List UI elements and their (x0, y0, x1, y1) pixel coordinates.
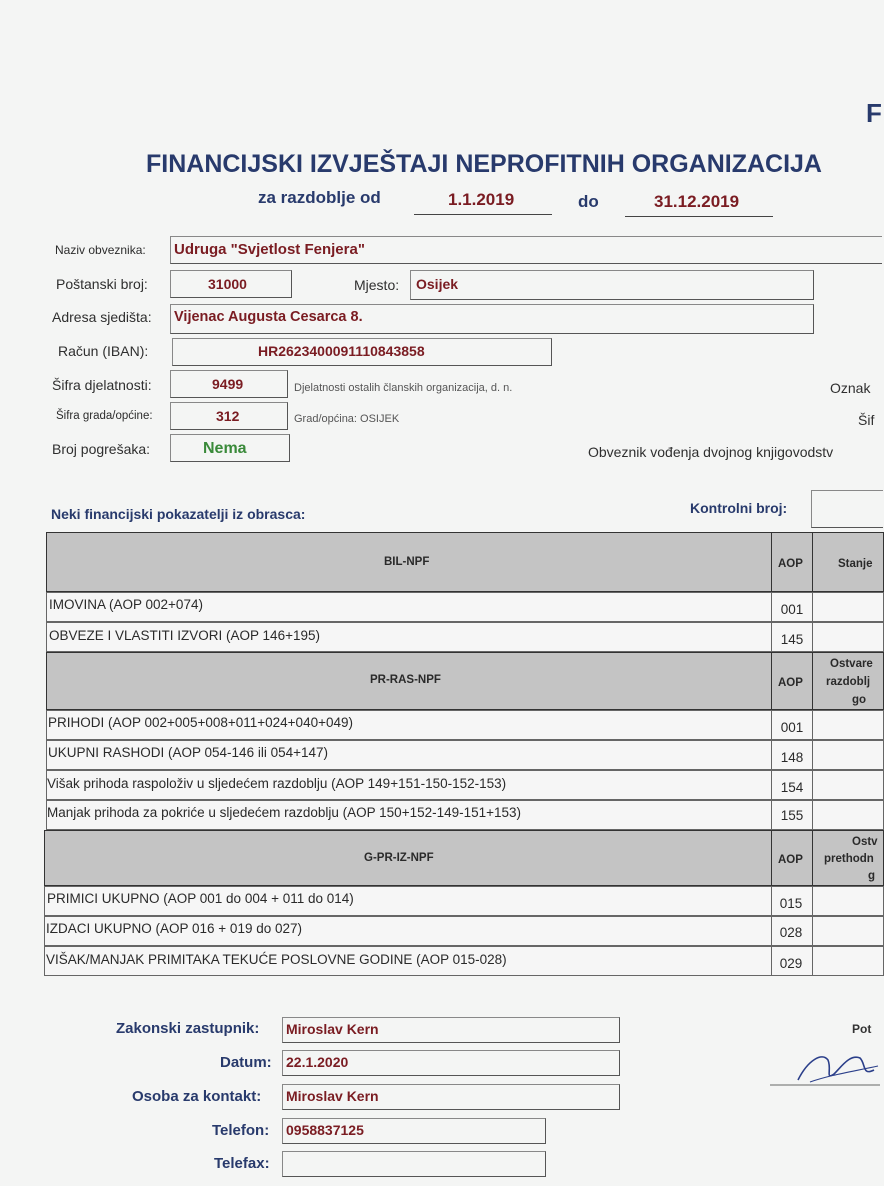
date-label: Datum: (220, 1054, 272, 1071)
value-cell (812, 592, 884, 622)
value-header-line2: razdoblj (826, 676, 871, 688)
aop-code: 148 (780, 750, 804, 765)
period-to-label: do (578, 192, 599, 211)
indicators-heading: Neki financijski pokazatelji iz obrasca: (51, 506, 306, 522)
date-value: 22.1.2020 (286, 1054, 349, 1070)
aop-code: 145 (780, 632, 804, 647)
right-sif-label: Šif (858, 412, 875, 428)
corner-letter: F (866, 98, 882, 128)
value-header-line3: g (868, 870, 876, 882)
aop-code: 001 (780, 720, 804, 735)
aop-code: 028 (779, 925, 803, 940)
row-label: PRIHODI (AOP 002+005+008+011+024+040+049) (48, 715, 353, 730)
address-label: Adresa sjedišta: (52, 309, 152, 325)
value-header-label: Stanje (838, 558, 873, 570)
activity-label: Šifra djelatnosti: (52, 377, 152, 393)
place-field[interactable] (410, 270, 814, 300)
value-cell (812, 886, 884, 916)
signature-label: Pot (852, 1022, 872, 1036)
postal-value: 31000 (208, 276, 247, 292)
value-header-line2: prethodn (824, 853, 874, 865)
period-from-underline (414, 214, 552, 215)
right-oznak-label: Oznak (830, 380, 871, 396)
fax-label: Telefax: (214, 1155, 270, 1172)
rep-label: Zakonski zastupnik: (116, 1020, 260, 1037)
signature-mark (770, 1030, 880, 1090)
section-name: PR-RAS-NPF (370, 674, 441, 686)
place-label: Mjesto: (354, 277, 400, 293)
iban-label: Račun (IBAN): (58, 343, 149, 359)
activity-code: 9499 (212, 376, 244, 392)
row-label: Višak prihoda raspoloživ u sljedećem razdoblju (AOP 149+151-150-152-153) (47, 776, 507, 791)
aop-code: 154 (780, 780, 804, 795)
aop-code: 015 (779, 896, 803, 911)
contact-value: Miroslav Kern (286, 1088, 379, 1104)
value-cell (812, 770, 884, 800)
phone-label: Telefon: (212, 1122, 270, 1139)
period-label: za razdoblje od (258, 188, 381, 207)
value-cell (812, 622, 884, 652)
aop-header-label: AOP (778, 558, 803, 570)
city-label: Šifra grada/općine: (56, 410, 153, 422)
double-entry-label: Obveznik vođenja dvojnog knjigovodstv (588, 444, 834, 460)
value-cell (812, 710, 884, 740)
row-label: IZDACI UKUPNO (AOP 016 + 019 do 027) (46, 921, 302, 936)
rep-value: Miroslav Kern (286, 1021, 379, 1037)
aop-header-label: AOP (778, 854, 803, 866)
row-label: IMOVINA (AOP 002+074) (49, 597, 203, 612)
aop-code: 155 (780, 808, 804, 823)
period-to-underline (625, 216, 773, 217)
row-label: PRIMICI UKUPNO (AOP 001 do 004 + 011 do 014) (47, 891, 354, 906)
errors-label: Broj pogrešaka: (52, 441, 151, 457)
aop-header-label: AOP (778, 677, 803, 689)
name-value: Udruga "Svjetlost Fenjera" (174, 241, 365, 258)
iban-value: HR2623400091110843858 (258, 343, 425, 359)
control-label: Kontrolni broj: (690, 500, 788, 516)
city-code: 312 (216, 408, 240, 424)
errors-value: Nema (203, 440, 247, 457)
row-label: UKUPNI RASHODI (AOP 054-146 ili 054+147) (48, 745, 328, 760)
phone-value: 0958837125 (286, 1122, 364, 1138)
postal-label: Poštanski broj: (56, 276, 148, 292)
row-label: Manjak prihoda za pokriće u sljedećem razdoblju (AOP 150+152-149-151+153) (47, 805, 522, 820)
aop-code: 001 (780, 602, 804, 617)
row-label: OBVEZE I VLASTITI IZVORI (AOP 146+195) (49, 628, 320, 643)
aop-code: 029 (779, 956, 803, 971)
place-value: Osijek (416, 276, 459, 292)
value-header-line3: go (852, 694, 867, 706)
row-label: VIŠAK/MANJAK PRIMITAKA TEKUĆE POSLOVNE GODINE (AOP 015-028) (46, 952, 507, 967)
section-name: BIL-NPF (384, 556, 430, 568)
fax-field[interactable] (282, 1151, 546, 1177)
page-title: FINANCIJSKI IZVJEŠTAJI NEPROFITNIH ORGANIZACIJA (146, 150, 822, 178)
value-header-line1: Ostv (852, 836, 878, 848)
value-cell (812, 916, 884, 946)
activity-desc: Djelatnosti ostalih članskih organizacija, d. n. (294, 382, 513, 394)
address-value: Vijenac Augusta Cesarca 8. (174, 309, 363, 325)
control-field[interactable] (811, 490, 883, 528)
name-label: Naziv obveznika: (55, 243, 146, 257)
section-name: G-PR-IZ-NPF (364, 852, 434, 864)
value-header-line1: Ostvare (830, 658, 873, 670)
value-cell (812, 800, 884, 830)
city-desc: Grad/općina: OSIJEK (294, 413, 400, 425)
contact-label: Osoba za kontakt: (132, 1088, 262, 1105)
period-to: 31.12.2019 (654, 192, 740, 211)
period-from: 1.1.2019 (448, 190, 515, 209)
value-cell (812, 946, 884, 976)
value-cell (812, 740, 884, 770)
